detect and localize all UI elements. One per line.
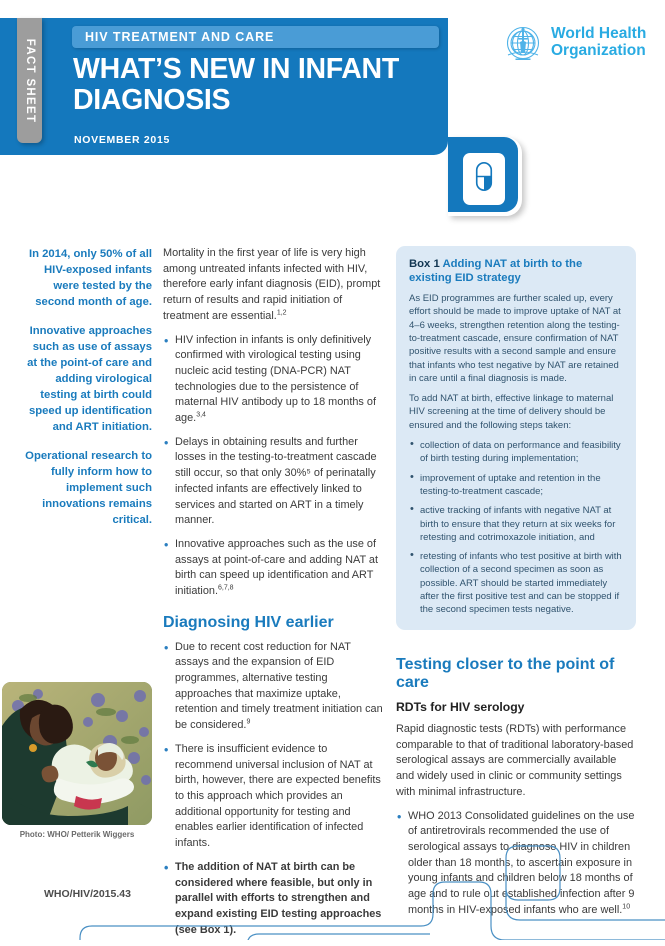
pill-badge	[463, 153, 505, 205]
right-column	[396, 246, 636, 926]
bullet-text: There is insufficient evidence to recommend universal inclusion of NAT at birth, however, there are expected benefits to this approach which provides an additional opportunity for testing and enables earlier identification of infected infants.	[175, 742, 381, 850]
list-item	[163, 742, 385, 852]
diagnosing-bullet-list	[163, 640, 385, 939]
who-logo-line1: World Health	[551, 25, 647, 43]
photo-credit: Photo: WHO/ Petterik Wiggers	[19, 830, 135, 839]
main-column	[163, 246, 385, 946]
callout-2: Innovative approaches such as use of assays at the point-of care and adding virological testing at birth could speed up identification and ART initiation.	[27, 325, 152, 434]
section-title-testing: Testing closer to the point of care	[396, 655, 615, 691]
kicker-label: HIV TREATMENT AND CARE	[85, 30, 275, 44]
document-code: WHO/HIV/2015.43	[44, 888, 131, 900]
page-title: WHAT’S NEW IN INFANT DIAGNOSIS	[73, 53, 399, 116]
list-item	[163, 537, 385, 600]
kicker-bar	[72, 26, 439, 48]
box-1-title	[409, 258, 623, 285]
box-1-steps-list	[409, 439, 623, 617]
who-emblem-icon	[502, 22, 544, 64]
callout-1: In 2014, only 50% of all HIV-exposed infants were tested by the second month of age.	[28, 248, 152, 309]
list-item	[163, 640, 385, 734]
intro-paragraph	[163, 246, 385, 325]
box-1-label: Box 1	[409, 258, 440, 270]
rdt-bullet-list	[396, 809, 636, 919]
mother-holding-newborn-photo	[2, 682, 152, 825]
section-title-diagnosing: Diagnosing HIV earlier	[163, 613, 334, 631]
list-item: • active tracking of infants with negative NAT at birth to ensure that they return at six weeks for retesting and cotrimoxazole initiation, and	[409, 504, 623, 544]
list-item	[163, 435, 385, 529]
fact-sheet-tab	[17, 18, 42, 143]
bullet-ref: 6,7,8	[217, 584, 234, 592]
bullet-text: WHO 2013 Consolidated guidelines on the use of antiretrovirals recommended the use of serological assays to diagnose HIV in children older than 18 months, to ascertain exposure in young infants and children below 18 months of age and to rule out established infection after 9 months in HIV-exposed infants who are well.	[408, 809, 635, 916]
sidebar-callouts	[22, 246, 152, 542]
rdt-paragraph: Rapid diagnostic tests (RDTs) with performance comparable to that of traditional laboratory-based serological assays are commercially available and widely used in clinic or community settings with minimal infrastructure.	[396, 723, 634, 798]
intro-ref: 1,2	[276, 309, 287, 317]
list-item	[396, 809, 636, 919]
who-logo-line2: Organization	[551, 42, 646, 59]
intro-bullet-list	[163, 333, 385, 600]
bullet-ref: 3,4	[196, 411, 206, 419]
bullet-text: Due to recent cost reduction for NAT assays and the expansion of EID programmes, alternative testing approaches that maximize uptake, retention and timely treatment initiation can be considered.	[175, 640, 383, 732]
subsection-title-rdts: RDTs for HIV serology	[396, 700, 525, 715]
box-1-paragraph-2: To add NAT at birth, effective linkage to maternal HIV screening at the time of delivery should be ensured and the following steps taken:	[409, 393, 614, 431]
bullet-text: Delays in obtaining results and further losses in the testing-to-treatment cascade still occur, so that only 30%⁵ of perinatally infected infants are effectively linked to services and started on ART in a timely manner.	[175, 435, 377, 527]
box-1-heading: Adding NAT at birth to the existing EID strategy	[409, 258, 583, 284]
issue-date: NOVEMBER 2015	[74, 134, 171, 146]
fact-sheet-tab-label: FACT SHEET	[23, 38, 36, 123]
list-item: • retesting of infants who test positive at birth with collection of a second specimen as soon as possible. ART should be started immediately after the first positive test and can be stopped if the second specimen tests negative.	[409, 550, 623, 616]
callout-3: Operational research to fully inform how to implement such innovations remains critical.	[25, 450, 152, 527]
list-item	[163, 333, 385, 427]
bullet-text: The addition of NAT at birth can be considered where feasible, but only in parallel with efforts to strengthen and expand existing EID testing approaches (see Box 1).	[175, 860, 382, 936]
photo-block	[2, 682, 152, 839]
pill-capsule-icon	[474, 161, 494, 197]
box-1-paragraph-1: As EID programmes are further scaled up, every effort should be made to improve uptake of NAT at 4–6 weeks, strengthen retention along the testing-to-treatment cascade, ensure confirmation of NAT positive results with a second sample and ensure that infants who test negative by NAT are retained in care until a final diagnosis is made.	[409, 293, 621, 384]
who-logo-text	[551, 26, 646, 59]
who-logo	[502, 22, 646, 64]
box-1-callout	[396, 246, 636, 630]
bullet-ref: 9	[246, 718, 251, 726]
bullet-ref: 10	[622, 903, 631, 911]
bullet-text: Innovative approaches such as the use of assays at point-of-care and adding NAT at birth can speed up identification and ART initiation.	[175, 537, 379, 598]
bullet-text: HIV infection in infants is only definitively confirmed with virological testing using nucleic acid testing (DNA-PCR) NAT technologies due to the persistence of maternal HIV antibody up to 18 months of age.	[175, 333, 376, 425]
list-item: • collection of data on performance and feasibility of birth testing during implementation;	[409, 439, 623, 466]
list-item: • improvement of uptake and retention in the testing-to-treatment cascade;	[409, 472, 623, 499]
list-item	[163, 860, 385, 939]
intro-text: Mortality in the first year of life is very high among untreated infants infected with HIV, therefore early infant diagnosis (EID), prompt return of results and rapid initiation of treatment are essential.	[163, 247, 381, 322]
